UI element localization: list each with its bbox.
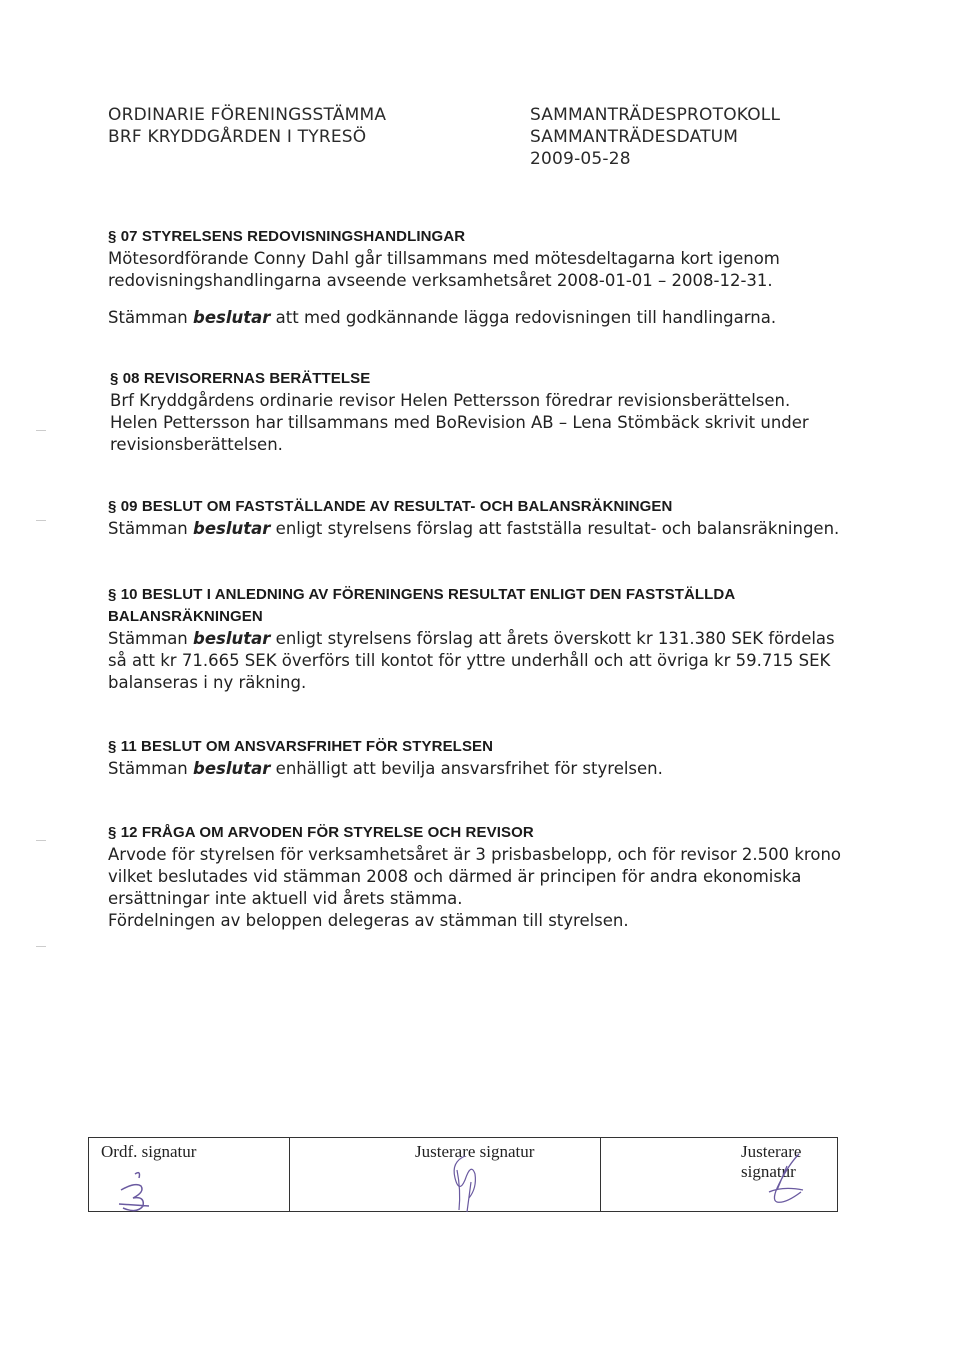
margin-mark xyxy=(36,946,46,947)
section-12-title: § 12 FRÅGA OM ARVODEN FÖR STYRELSE OCH REVISOR xyxy=(108,824,534,841)
section-08 xyxy=(110,368,850,456)
section-11-decision: Stämman beslutar enhälligt att bevilja ansvarsfrihet för styrelsen. xyxy=(108,759,663,778)
signature-label-adjuster-2: Justerare signatur xyxy=(741,1142,802,1181)
margin-mark xyxy=(36,840,46,841)
meeting-date-label: SAMMANTRÄDESDATUM xyxy=(530,127,739,147)
section-11 xyxy=(108,736,848,780)
header-left xyxy=(108,104,386,148)
meeting-type: ORDINARIE FÖRENINGSSTÄMMA xyxy=(108,105,387,125)
section-12-text-1: Arvode för styrelsen för verksamhetsåret är 3 prisbasbelopp, och för revisor 2.500 krono vilket beslutades vid stämman 2008 och därmed är principen för andra ekonomiska ersättningar inte aktuell vid årets stämma. xyxy=(108,845,842,908)
section-07-decision: Stämman beslutar att med godkännande lägga redovisningen till handlingarna. xyxy=(108,308,777,327)
header-right xyxy=(530,104,780,170)
section-07-text: Mötesordförande Conny Dahl går tillsammans med mötesdeltagarna kort igenom redovisningshandlingarna avseende verksamhetsåret 2008-01-01 – 2008-12-31. xyxy=(108,249,780,290)
document-type: SAMMANTRÄDESPROTOKOLL xyxy=(530,105,781,125)
section-09-title: § 09 BESLUT OM FASTSTÄLLANDE AV RESULTAT- OCH BALANSRÄKNINGEN xyxy=(108,498,673,515)
signature-cell-chair xyxy=(89,1138,290,1212)
signature-scribble-icon xyxy=(741,1148,821,1212)
section-08-text-1: Brf Kryddgårdens ordinarie revisor Helen Pettersson föredrar revisionsberättelsen. xyxy=(110,391,791,410)
section-10-title: § 10 BESLUT I ANLEDNING AV FÖRENINGENS RESULTAT ENLIGT DEN FASTSTÄLLDA BALANSRÄKNINGEN xyxy=(108,586,735,625)
signature-cell-adjuster-2 xyxy=(601,1138,838,1212)
section-10-decision: Stämman beslutar enligt styrelsens förslag att årets överskott kr 131.380 SEK fördelas så att kr 71.665 SEK överförs till kontot för yttre underhåll och att övriga kr 59.715 SEK balanseras i ny räkning. xyxy=(108,629,835,692)
section-07-title: § 07 STYRELSENS REDOVISNINGSHANDLINGAR xyxy=(108,228,466,245)
margin-mark xyxy=(36,520,46,521)
section-07 xyxy=(108,226,848,329)
section-10 xyxy=(108,584,848,694)
signature-cell-adjuster-1 xyxy=(290,1138,601,1212)
signature-table xyxy=(88,1137,838,1212)
margin-mark xyxy=(36,430,46,431)
signature-label-chair: Ordf. signatur xyxy=(101,1142,197,1161)
section-09 xyxy=(108,496,848,540)
section-08-title: § 08 REVISORERNAS BERÄTTELSE xyxy=(110,370,371,387)
section-09-decision: Stämman beslutar enligt styrelsens förslag att fastställa resultat- och balansräkningen. xyxy=(108,519,840,538)
section-12-text-2: Fördelningen av beloppen delegeras av stämman till styrelsen. xyxy=(108,911,629,930)
signature-label-adjuster-1: Justerare signatur xyxy=(415,1142,535,1161)
section-11-title: § 11 BESLUT OM ANSVARSFRIHET FÖR STYRELSEN xyxy=(108,738,494,755)
signature-scribble-icon xyxy=(107,1162,187,1212)
signature-scribble-icon xyxy=(435,1152,495,1214)
meeting-date: 2009-05-28 xyxy=(530,149,631,169)
section-08-text-2: Helen Pettersson har tillsammans med BoRevision AB – Lena Stömbäck skrivit under revisionsberättelsen. xyxy=(110,413,809,454)
association-name: BRF KRYDDGÅRDEN I TYRESÖ xyxy=(108,127,367,147)
section-12 xyxy=(108,822,848,932)
